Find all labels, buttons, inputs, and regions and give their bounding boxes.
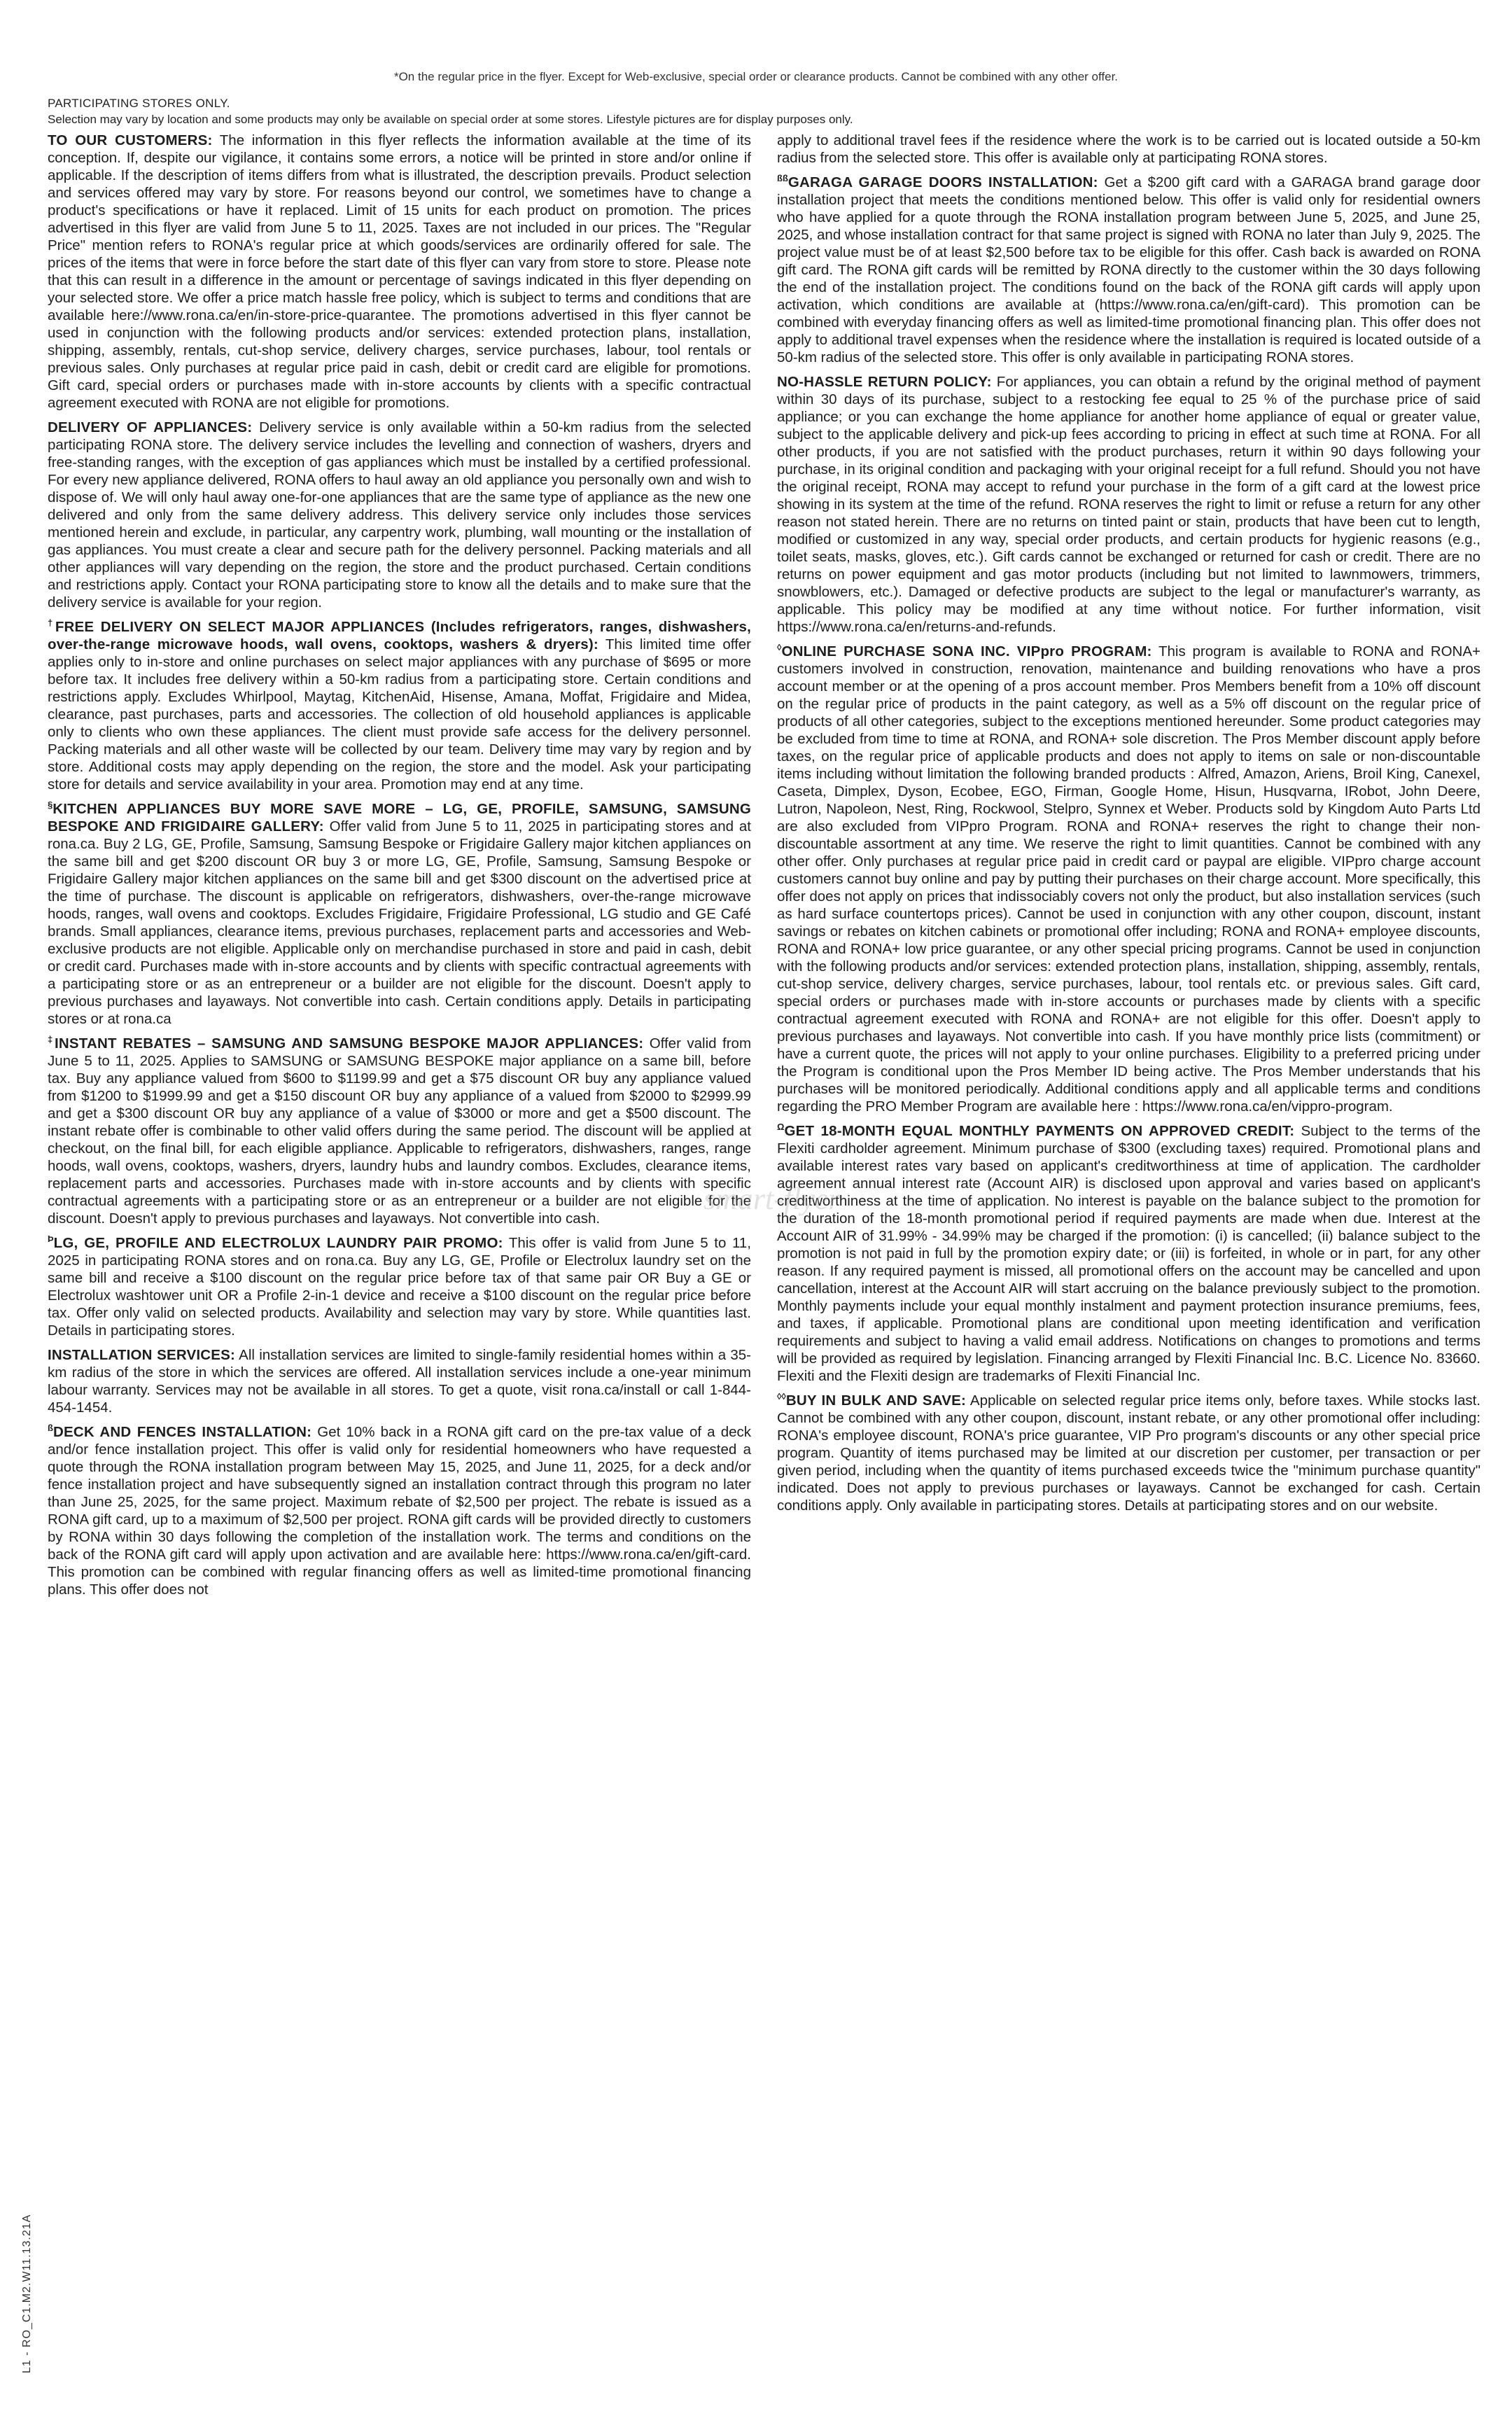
- footnote-symbol: ßß: [777, 173, 788, 184]
- terms-section: [777, 174, 1480, 366]
- left-column: [48, 132, 751, 2368]
- terms-section: [48, 419, 751, 611]
- terms-section: [777, 132, 1480, 167]
- section-title: FREE DELIVERY ON SELECT MAJOR APPLIANCES (Includes refrigerators, ranges, dishwashers, over-the-range microwave hoods, wall ovens, cooktops, washers & dryers):: [48, 619, 751, 652]
- terms-section: [48, 1423, 751, 1598]
- terms-section: [48, 1234, 751, 1339]
- regular-price-note: *On the regular price in the flyer. Except for Web-exclusive, special order or clearance products. Cannot be combined with any other offer.: [393, 70, 1119, 83]
- right-column: [777, 132, 1480, 2368]
- footnote-symbol: Ω: [777, 1122, 785, 1133]
- footnote-symbol: §: [48, 799, 53, 811]
- section-body: Get a $200 gift card with a GARAGA brand garage door installation project that meets the conditions mentioned below. This offer is valid only for residential owners who have applied for a quote through the RONA installation program between June 5, 2025, and June 25, 2025, and whose installation contract for that same project is signed with RONA no later than July 9, 2025. The project value must be of at least $2,500 before tax to be eligible for this offer. Cash back is awarded on RONA gift card. The RONA gift cards will be remitted by RONA directly to the customer within the 30 days following the end of the installation project. The conditions found on the back of the RONA gift cards will apply upon activation, which conditions are available at (https://www.rona.ca/en/gift-card). This promotion can be combined with everyday financing offers as well as limited-time promotional financing plan. This offer does not apply to additional travel expenses when the residence where the installation is required is located outside of a 50-km radius of the selected store. This offer is only available in participating RONA stores.: [777, 174, 1480, 365]
- footnote-symbol: ◊: [777, 642, 782, 653]
- section-title: GET 18-MONTH EQUAL MONTHLY PAYMENTS ON APPROVED CREDIT:: [784, 1123, 1295, 1139]
- terms-section: [48, 1035, 751, 1227]
- terms-section: [777, 373, 1480, 636]
- section-body: All installation services are limited to single-family residential homes within a 35-km radius of the store in which the services are offered. All installation services include a one-year minimum labour warranty. Services may not be available in all stores. To get a quote, visit rona.ca/install or call 1-844-454-1454.: [48, 1347, 751, 1416]
- section-title: LG, GE, PROFILE AND ELECTROLUX LAUNDRY PAIR PROMO:: [53, 1235, 503, 1251]
- section-title: KITCHEN APPLIANCES BUY MORE SAVE MORE – LG, GE, PROFILE, SAMSUNG, SAMSUNG BESPOKE AND FRIGIDAIRE GALLERY:: [48, 801, 751, 835]
- section-body: The information in this flyer reflects the information available at the time of its conception. If, despite our vigilance, it contains some errors, a notice will be printed in store and/or online if applicable. If the description of items differs from what is illustrated, the description prevails. Product selection and services offered may vary by store. For reasons beyond our control, we sometimes have to change a product's specifications or have it replaced. Limit of 15 units for each product on promotion. The prices advertised in this flyer are valid from June 5 to 11, 2025. Taxes are not included in our prices. The "Regular Price" mention refers to RONA's regular price at which goods/services are ordinarily offered for sale. The prices of the items that were in force before the start date of this flyer can vary from store to store. Please note that this can result in a difference in the amount or percentage of savings indicated in this flyer depending on your selected store. We offer a price match hassle free policy, which is subject to terms and conditions that are available here://www.rona.ca/en/in-store-price-quarantee. The promotions advertised in this flyer cannot be used in conjunction with the following products and/or services: extended protection plans, installation, shipping, assembly, rentals, cut-shop service, delivery charges, service purchases, labour, tool rentals or previous sales. Only purchases at regular price paid in cash, debit or credit card are eligible for promotions. Gift card, special orders or purchases made with in-store accounts by clients with a specific contractual agreement executed with RONA are not eligible for promotions.: [48, 132, 751, 411]
- terms-section: [48, 618, 751, 793]
- section-body: For appliances, you can obtain a refund by the original method of payment within 30 days of its purchase, subject to a restocking fee equal to 25 % of the purchase price of said appliance; or you can exchange the home appliance for another home appliance of equal or greater value, subject to the applicable delivery and pick-up fees according to pricing in effect at such time at RONA. For all other products, if you are not satisfied with the product purchases, return it within 90 days following your purchase, in its original condition and packaging with your original receipt for a full refund. Should you not have the original receipt, RONA may accept to refund your purchase in the form of a gift card at the lowest price showing in its system at the time of the refund. RONA reserves the right to limit or refuse a return for any other reason not stated herein. There are no returns on tinted paint or stain, products that have been cut to length, modified or customized in any way, special order products, and certain products for hygienic reasons (e.g., toilet seats, masks, gloves, etc.). Gift cards cannot be exchanged or returned for cash or credit. There are no returns on power equipment and gas motor products (including but not limited to lawnmowers, trimmers, snowblowers, etc.). Damaged or defective products are subject to the legal or manufacturer's warranty, as applicable. This policy may be modified at any time without notice. For further information, visit https://www.rona.ca/en/returns-and-refunds.: [777, 374, 1480, 635]
- terms-section: [777, 1122, 1480, 1385]
- terms-section: [48, 1346, 751, 1416]
- section-title: GARAGA GARAGE DOORS INSTALLATION:: [788, 174, 1098, 190]
- section-title: INSTANT REBATES – SAMSUNG AND SAMSUNG BESPOKE MAJOR APPLIANCES:: [55, 1035, 644, 1052]
- section-title: TO OUR CUSTOMERS:: [48, 132, 213, 148]
- section-body: Delivery service is only available within a 50-km radius from the selected participating RONA store. The delivery service includes the levelling and connection of washers, dryers and free-standing ranges, with the exception of gas appliances which must be installed by a certified professional. For every new appliance delivered, RONA offers to haul away an old appliance you personally own and wish to dispose of. We will only haul away one-for-one appliances that are the same type of appliance as the new one delivered and only from the same delivery address. This delivery service only includes those services mentioned herein and exclude, in particular, any carpentry work, plumbing, wall mounting or the installation of gas appliances. You must create a clear and secure path for the delivery personnel. Packing materials and all other appliances will vary depending on the region, the store and the product purchased. Certain conditions and restrictions apply. Contact your RONA participating store to know all the details and to make sure that the delivery service is available for your region.: [48, 419, 751, 610]
- section-body: Subject to the terms of the Flexiti cardholder agreement. Minimum purchase of $300 (excluding taxes) required. Promotional plans and available interest rates vary based on applicant's creditworthiness at time of application. The cardholder agreement annual interest rate (Account AIR) is disclosed upon approval and varies based on applicant's creditworthiness at the time of application. No interest is payable on the balance subject to the promotion for the duration of the 18-month promotional period if required payments are made when due. Interest at the Account AIR of 31.99% - 34.99% may be charged if the promotion: (i) is cancelled; (ii) balance subject to the promotion is not paid in full by the promotion expiry date; or (iii) is forfeited, in whole or in part, for any other reason. If any required payment is missed, all promotional offers on the account may be cancelled and upon cancellation, interest at the Account AIR will start accruing on the balance previously subject to the promotion. Monthly payments include your equal monthly instalment and payment protection insurance premiums, fees, and taxes, if applicable. Promotional plans are conditional upon meeting identification and verification requirements and subject to having a valid email address. Notifications on changes to promotions and terms will be provided as required by legislation. Financing arranged by Flexiti Financial Inc. B.C. Licence No. 83660. Flexiti and the Flexiti design are trademarks of Flexiti Financial Inc.: [777, 1123, 1480, 1384]
- section-title: ONLINE PURCHASE SONA INC. VIPpro PROGRAM:: [781, 643, 1152, 659]
- footnote-symbol: †: [48, 617, 55, 629]
- section-body: Applicable on selected regular price items only, before taxes. While stocks last. Cannot be combined with any other coupon, discount, instant rebate, or any other promotional offer including: RONA's employee discount, RONA's price guarantee, VIP Pro program's discounts or any other special price program. Quantity of items purchased may be limited at our discretion per customer, per transaction or per given period, including when the quantity of items purchased exceeds twice the "minimum purchase quantity" indicated. Does not apply to previous purchases or layaways. Cannot be exchanged for cash. Certain conditions apply. Only available in participating stores. Details at participating stores and on our website.: [777, 1392, 1480, 1514]
- terms-section: [48, 132, 751, 412]
- participating-stores-note: PARTICIPATING STORES ONLY.: [48, 97, 230, 110]
- section-title: DECK AND FENCES INSTALLATION:: [52, 1424, 312, 1440]
- side-code: L1 - RO_C1.M2.W11.13.21A: [21, 2214, 33, 2373]
- section-body: This limited time offer applies only to in-store and online purchases on select major appliances with any purchase of $695 or more before tax. It includes free delivery within a 50-km radius from a participating store. Certain conditions and restrictions apply. Excludes Whirlpool, Maytag, KitchenAid, Hisense, Amana, Moffat, Frigidaire and Midea, clearance, past purchases, parts and accessories. The collection of old household appliances is applicable only to clients who own these appliances. The client must provide safe access for the delivery personnel. Packing materials and all other waste will be collected by our team. Delivery time may vary by region and by store. Additional costs may apply depending on the region, the store and the model. Ask your participating store for details and service availability in your area. Promotion may end at any time.: [48, 636, 751, 792]
- footnote-symbol: Þ: [48, 1234, 54, 1245]
- terms-section: [777, 1392, 1480, 1514]
- section-body: Offer valid from June 5 to 11, 2025 in participating stores and at rona.ca. Buy 2 LG, GE, Profile, Samsung, Samsung Bespoke or Frigidaire Gallery major kitchen appliances on the same bill and get $200 discount OR buy 3 or more LG, GE, Profile, Samsung, Samsung Bespoke or Frigidaire Gallery major kitchen appliances on the same bill and get $300 discount on the advertised price at the time of purchase. The discount is applicable on refrigerators, dishwashers, over-the-range microwave hoods, ranges, wall ovens and cooktops. Excludes Frigidaire, Frigidaire Professional, LG studio and GE Café brands. Small appliances, clearance items, previous purchases, replacement parts and accessories and Web-exclusive products are not eligible. Applicable only on merchandise purchased in store and paid in cash, debit or credit card. Purchases made with in-store accounts and by clients with specific contractual agreements with a participating store or as an entrepreneur or a builder are not eligible for the discount. Doesn't apply to previous purchases and layaways. Not convertible into cash. Certain conditions apply. Details in participating stores or at rona.ca: [48, 818, 751, 1027]
- section-body: apply to additional travel fees if the residence where the work is to be carried out is located outside a 50-km radius from the selected store. This offer is available only at participating RONA stores.: [777, 132, 1480, 166]
- header-notes: [48, 95, 1476, 127]
- terms-section: [777, 643, 1480, 1115]
- section-title: BUY IN BULK AND SAVE:: [785, 1392, 967, 1409]
- footnote-symbol: ‡: [48, 1034, 55, 1045]
- selection-note: Selection may vary by location and some products may only be available on special order at some stores. Lifestyle pictures are for display purposes only.: [48, 113, 853, 126]
- terms-section: [48, 800, 751, 1028]
- watermark: smart-flyer: [704, 1182, 841, 1216]
- section-body: This program is available to RONA and RONA+ customers involved in construction, renovation, maintenance and building renovations who have a pros account member or at the opening of a pros account member. Pros Members benefit from a 10% off discount on the regular price of products in the paint category, as well as a 5% off discount on the regular price of products of all other categories, subject to the exceptions mentioned hereunder. Some product categories may be excluded from time to time at RONA, and RONA+ sole discretion. The Pros Member discount apply before taxes, on the regular price of applicable products and does not apply to items on sale or non-discountable items including without limitation the following branded products : Alfred, Amazon, Ariens, Broil King, Canexel, Caseta, Dimplex, Dyson, Ecobee, EGO, Firman, Google Home, Hisun, Husqvarna, IRobot, John Deere, Lutron, Napoleon, Nest, Ring, Rockwool, Stelpro, Synnex et Weber. Products sold by Kingdom Auto Parts Ltd are also excluded from VIPpro Program. RONA and RONA+ reserves the right to change their non-discountable assortment at any time. We reserve the right to limit quantities. Cannot be combined with any other offer. Only purchases at regular price paid in credit card or paypal are eligible. VIPpro charge account customers cannot buy online and pay by putting their purchases on their charge account. More specifically, this offer does not apply on prices that indissociably covers not only the product, but also installation services (such as hard surface countertops prices). Cannot be used in conjunction with any other coupon, discount, instant savings or rebates on kitchen cabinets or promotional offer including; RONA and RONA+ employee discounts, RONA and RONA+ low price guarantee, or any other special pricing programs. Cannot be used in conjunction with the following products and/or services: extended protection plans, installation, shipping, assembly, rentals, cut-shop service, delivery charges, service purchases, labour, tool rentals etc. or previous sales. Gift card, special orders or purchases made with in-store accounts or purchases made by clients with a specific contractual agreement executed with RONA and RONA+ are not eligible for this offer. Doesn't apply to previous purchases and layaways. Not convertible into cash. If you have monthly price lists (commitment) or have a current quote, the prices will not apply to your online purchases. Eligibility to a preferred pricing under the Program is conditional upon the Pros Member ID being active. The Pros Member understands that his purchases will be monitored periodically. Additional conditions apply and all applicable terms and conditions regarding the PRO Member Program are available here : https://www.rona.ca/en/vippro-program.: [777, 643, 1480, 1115]
- section-title: NO-HASSLE RETURN POLICY:: [777, 374, 992, 390]
- section-body: Get 10% back in a RONA gift card on the pre-tax value of a deck and/or fence installation project. This offer is valid only for residential homeowners who have requested a quote through the RONA installation program between May 15, 2025, and June 11, 2025, for a deck and/or fence installation project and have subsequently signed an installation contract through this program no later than June 25, 2025, for the same project. Maximum rebate of $2,500 per project. The rebate is issued as a RONA gift card, up to a maximum of $2,500 per project. RONA gift cards will be provided directly to customers by RONA within 30 days following the completion of the installation work. The terms and conditions on the back of the RONA gift card will apply upon activation and are available here: https://www.rona.ca/en/gift-card. This promotion can be combined with regular financing offers as well as limited-time promotional financing plans. This offer does not: [48, 1424, 751, 1598]
- footnote-symbol: ◊◊: [777, 1391, 786, 1402]
- section-title: DELIVERY OF APPLIANCES:: [48, 419, 253, 435]
- section-body: This offer is valid from June 5 to 11, 2025 in participating RONA stores and on rona.ca. Buy any LG, GE, Profile or Electrolux laundry set on the same bill and receive a $100 discount on the regular price before tax of that same pair OR Buy a GE or Electrolux washtower unit OR a Profile 2-in-1 device and receive a $100 discount on the regular price before tax. Offer only valid on selected products. Availability and selection may vary by store. While quantities last. Details in participating stores.: [48, 1235, 751, 1339]
- footnote-symbol: ß: [48, 1423, 53, 1434]
- section-body: Offer valid from June 5 to 11, 2025. Applies to SAMSUNG or SAMSUNG BESPOKE major appliance on a same bill, before tax. Buy any appliance valued from $600 to $1199.99 and get a $75 discount OR buy any appliance valued from $1200 to $1999.99 and get a $150 discount OR buy any appliance of a valued from $2000 to $2999.99 and get a $300 discount OR buy any appliance of a value of $3000 or more and get a $500 discount. The instant rebate offer is combinable to other valid offers during the same period. The discount will be applied at checkout, on the final bill, for each eligible appliance. Applicable to refrigerators, dishwashers, ranges, range hoods, wall ovens, cooktops, washers, dryers, laundry hubs and laundry combos. Excludes, clearance items, replacement parts and accessories. Purchases made with in-store accounts and by clients with specific contractual agreements with a participating store or as an entrepreneur or a builder are not eligible for the discount. Doesn't apply to previous purchases and layaways. Not convertible into cash.: [48, 1035, 751, 1227]
- section-title: INSTALLATION SERVICES:: [48, 1347, 236, 1363]
